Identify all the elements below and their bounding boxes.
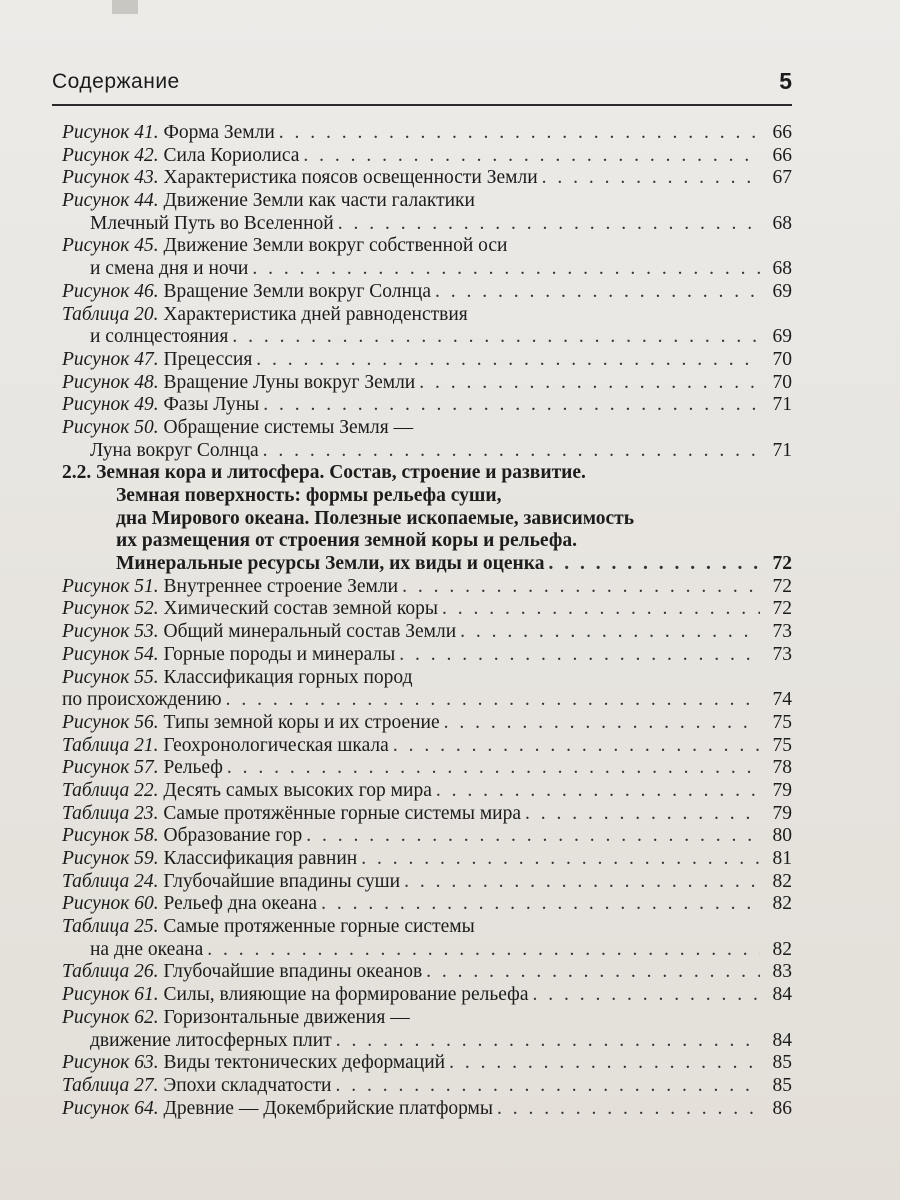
toc-entry-title: Самые протяженные горные системы: [163, 916, 475, 938]
toc-entry-label: 2.2.: [62, 462, 92, 484]
toc-entry-title: Сила Кориолиса: [163, 144, 300, 166]
toc-entry-title: Обращение системы Земля —: [163, 416, 414, 438]
dot-leader: [402, 576, 760, 599]
toc-page-number: 73: [772, 643, 792, 665]
toc-entry[interactable]: [62, 417, 792, 462]
toc-line: [62, 757, 792, 780]
toc-line: [62, 349, 792, 372]
toc-entry-label: Рисунок 48.: [62, 371, 159, 393]
toc-entry-title: и смена дня и ночи: [90, 258, 249, 280]
dot-leader: [449, 1052, 760, 1075]
toc-entry-title: Земная поверхность: формы рельефа суши,: [116, 485, 502, 506]
toc-line: [62, 258, 792, 281]
toc-line: [62, 576, 792, 599]
toc-page-number: 81: [772, 848, 792, 869]
toc-page-number: 70: [772, 348, 792, 370]
toc-entry-label: Рисунок 44.: [62, 190, 159, 212]
toc-line: [62, 916, 792, 939]
toc-line: [62, 167, 792, 190]
toc-entry-title: Типы земной коры и их строение: [163, 711, 440, 733]
dot-leader: [306, 825, 760, 848]
toc-entry-title: движение литосферных плит: [90, 1029, 332, 1051]
toc-line: [62, 667, 792, 690]
toc-page-number: 66: [772, 122, 792, 143]
toc-entry-title: Прецессия: [163, 348, 253, 370]
toc-line: [62, 598, 792, 621]
dot-leader: [393, 735, 760, 758]
toc-page-number: 82: [772, 938, 792, 960]
toc-entry-title: Земная кора и литосфера. Состав, строение и развитие.: [96, 462, 586, 484]
toc-entry-title: Движение Земли как части галактики: [163, 190, 475, 212]
toc-page-number: 72: [772, 598, 792, 620]
toc-entry[interactable]: [62, 349, 792, 372]
dot-leader: [336, 1030, 760, 1053]
toc-line: [62, 621, 792, 644]
toc-entry[interactable]: [62, 780, 792, 803]
toc-page-number: 72: [772, 575, 792, 597]
toc-line: [62, 1030, 792, 1053]
toc-entry[interactable]: [62, 1098, 792, 1121]
dot-leader: [444, 712, 760, 735]
toc-entry-title: Внутреннее строение Земли: [163, 575, 399, 597]
header-page-number: 5: [779, 68, 792, 94]
toc-line: [62, 304, 792, 327]
toc-entry-label: Рисунок 41.: [62, 122, 159, 143]
toc-entry-label: Рисунок 51.: [62, 575, 159, 597]
toc-entry-title: Геохронологическая шкала: [163, 734, 389, 756]
toc-page-number: 72: [772, 553, 792, 575]
toc-line: [62, 235, 792, 258]
toc-line: [62, 644, 792, 667]
dot-leader: [435, 281, 760, 304]
toc-page-number: 85: [772, 1074, 792, 1096]
toc-entry-title: Классификация равнин: [163, 848, 358, 869]
toc-entry[interactable]: [62, 712, 792, 735]
toc-line: [62, 190, 792, 213]
dot-leader: [460, 621, 760, 644]
toc-line: [62, 893, 792, 916]
toc-entry[interactable]: [62, 394, 792, 417]
toc-entry-label: Таблица 27.: [62, 1074, 159, 1096]
toc-entry[interactable]: [62, 372, 792, 395]
toc-entry-title: Образование гор: [163, 825, 303, 847]
toc-line: [62, 848, 792, 871]
toc-page-number: 86: [772, 1097, 792, 1119]
dot-leader: [263, 394, 760, 417]
toc-entry[interactable]: [62, 145, 792, 168]
toc-line: [62, 462, 792, 485]
toc-page-number: 80: [772, 825, 792, 847]
toc-line: [62, 372, 792, 395]
toc-line: [62, 961, 792, 984]
toc-entry[interactable]: [62, 735, 792, 758]
toc-line: [62, 145, 792, 168]
toc-entry[interactable]: [62, 621, 792, 644]
toc-entry-title: Минеральные ресурсы Земли, их виды и оценка: [116, 553, 545, 575]
toc-entry-title: Движение Земли вокруг собственной оси: [163, 235, 508, 257]
toc-page-number: 68: [772, 212, 792, 234]
dot-leader: [525, 803, 760, 826]
toc-entry-label: Рисунок 53.: [62, 621, 159, 643]
dot-leader: [436, 780, 760, 803]
toc-page-number: 66: [772, 144, 792, 166]
toc-page-number: 70: [772, 371, 792, 393]
toc-entry-label: Таблица 24.: [62, 870, 159, 892]
toc-entry[interactable]: [62, 304, 792, 349]
toc-page-number: 84: [772, 984, 792, 1006]
toc-entry[interactable]: [62, 644, 792, 667]
toc-entry-label: Таблица 20.: [62, 303, 159, 325]
toc-entry-label: Рисунок 45.: [62, 235, 159, 257]
toc-entry-label: Таблица 22.: [62, 779, 159, 801]
toc-entry-label: Рисунок 46.: [62, 280, 159, 302]
toc-entry[interactable]: [62, 235, 792, 280]
toc-entry-title: Млечный Путь во Вселенной: [90, 212, 334, 234]
toc-page-number: 79: [772, 779, 792, 801]
toc-line: [62, 780, 792, 803]
table-of-contents: [62, 122, 792, 1120]
toc-entry[interactable]: [62, 984, 792, 1007]
dot-leader: [279, 122, 760, 145]
toc-entry-label: Таблица 26.: [62, 961, 159, 983]
toc-entry-label: Таблица 23.: [62, 802, 159, 824]
toc-entry[interactable]: [62, 190, 792, 235]
toc-entry-title: Силы, влияющие на формирование рельефа: [163, 984, 529, 1006]
toc-entry-label: Рисунок 63.: [62, 1052, 159, 1074]
toc-entry-title: Глубочайшие впадины океанов: [163, 961, 423, 983]
dot-leader: [532, 984, 760, 1007]
dot-leader: [419, 372, 760, 395]
toc-entry[interactable]: [62, 1052, 792, 1075]
toc-entry-title: Химический состав земной коры: [163, 598, 438, 620]
header-title: Содержание: [52, 70, 180, 93]
toc-line: [62, 1098, 792, 1121]
dot-leader: [426, 961, 760, 984]
page-tab-mark: [112, 0, 138, 14]
toc-line: [62, 735, 792, 758]
toc-entry-title: Характеристика поясов освещенности Земли: [163, 167, 538, 189]
toc-page-number: 78: [772, 757, 792, 779]
toc-line: [62, 213, 792, 236]
toc-page-number: 68: [772, 258, 792, 280]
toc-entry-label: Рисунок 64.: [62, 1097, 159, 1119]
toc-line: [62, 1052, 792, 1075]
dot-leader: [548, 553, 760, 576]
toc-line: [62, 417, 792, 440]
toc-page-number: 75: [772, 734, 792, 756]
toc-line: [62, 394, 792, 417]
toc-entry[interactable]: [62, 1007, 792, 1052]
toc-line: [62, 281, 792, 304]
toc-entry[interactable]: [62, 803, 792, 826]
toc-line: [62, 508, 792, 531]
dot-leader: [497, 1098, 760, 1121]
toc-entry-label: Рисунок 60.: [62, 893, 159, 915]
toc-entry-title: Горизонтальные движения —: [163, 1006, 410, 1028]
dot-leader: [207, 939, 760, 962]
toc-entry-label: Рисунок 59.: [62, 848, 159, 869]
toc-line: [62, 871, 792, 894]
toc-line: [62, 530, 792, 553]
toc-entry-label: Рисунок 50.: [62, 416, 159, 438]
toc-entry-title: Вращение Луны вокруг Земли: [163, 371, 416, 393]
toc-page-number: 79: [772, 802, 792, 824]
toc-line: [62, 939, 792, 962]
toc-entry[interactable]: [62, 281, 792, 304]
toc-line: [62, 803, 792, 826]
toc-page-number: 71: [772, 394, 792, 416]
toc-page-number: 71: [772, 439, 792, 461]
dot-leader: [542, 167, 760, 190]
dot-leader: [263, 440, 760, 463]
toc-entry-label: Рисунок 56.: [62, 711, 159, 733]
toc-entry-title: Вращение Земли вокруг Солнца: [163, 280, 431, 302]
dot-leader: [361, 848, 760, 871]
dot-leader: [252, 258, 760, 281]
toc-page-number: 69: [772, 326, 792, 348]
dot-leader: [404, 871, 760, 894]
toc-entry[interactable]: [62, 167, 792, 190]
toc-entry-label: Рисунок 52.: [62, 598, 159, 620]
toc-entry-label: Таблица 25.: [62, 916, 159, 938]
toc-entry[interactable]: [62, 916, 792, 961]
toc-entry-title: Фазы Луны: [163, 394, 260, 416]
toc-line: [62, 326, 792, 349]
toc-line: [62, 689, 792, 712]
toc-entry-title: Классификация горных пород: [163, 666, 413, 688]
toc-line: [62, 1007, 792, 1030]
toc-entry-title: Рельеф дна океана: [163, 893, 318, 915]
toc-entry-title: Глубочайшие впадины суши: [163, 870, 401, 892]
toc-entry[interactable]: [62, 825, 792, 848]
dot-leader: [226, 689, 760, 712]
toc-entry[interactable]: [62, 667, 792, 712]
dot-leader: [227, 757, 760, 780]
toc-entry[interactable]: [62, 576, 792, 599]
toc-entry-title: Форма Земли: [163, 122, 275, 143]
toc-entry-title: на дне океана: [90, 938, 204, 960]
toc-entry[interactable]: [62, 893, 792, 916]
toc-entry-title: Общий минеральный состав Земли: [163, 621, 457, 643]
toc-entry[interactable]: [62, 961, 792, 984]
toc-line: [62, 712, 792, 735]
toc-entry[interactable]: [62, 871, 792, 894]
toc-entry-label: Рисунок 62.: [62, 1006, 159, 1028]
dot-leader: [232, 326, 760, 349]
toc-section-entry[interactable]: [62, 462, 792, 575]
toc-entry-label: Рисунок 43.: [62, 167, 159, 189]
toc-page-number: 84: [772, 1029, 792, 1051]
toc-entry-title: Десять самых высоких гор мира: [163, 779, 432, 801]
toc-entry-title: дна Мирового океана. Полезные ископаемые, зависимость: [116, 507, 635, 529]
toc-entry-title: Горные породы и минералы: [163, 643, 396, 665]
toc-page-number: 67: [772, 167, 792, 189]
toc-entry[interactable]: [62, 1075, 792, 1098]
toc-entry-title: Виды тектонических деформаций: [163, 1052, 446, 1074]
dot-leader: [256, 349, 760, 372]
dot-leader: [321, 893, 760, 916]
toc-entry-title: и солнцестояния: [90, 326, 229, 348]
toc-page-number: 73: [772, 621, 792, 643]
toc-page-number: 82: [772, 893, 792, 915]
toc-entry-label: Рисунок 42.: [62, 144, 159, 166]
toc-page-number: 85: [772, 1052, 792, 1074]
dot-leader: [303, 145, 760, 168]
toc-entry[interactable]: [62, 848, 792, 871]
toc-entry-label: Рисунок 54.: [62, 643, 159, 665]
toc-line: [62, 984, 792, 1007]
toc-page-number: 83: [772, 961, 792, 983]
dot-leader: [338, 213, 760, 236]
toc-entry-title: их размещения от строения земной коры и рельефа.: [116, 530, 577, 552]
toc-entry-label: Рисунок 58.: [62, 825, 159, 847]
running-header: [52, 70, 792, 106]
toc-entry-label: Рисунок 61.: [62, 984, 159, 1006]
toc-entry-label: Рисунок 57.: [62, 757, 159, 779]
toc-line: [62, 440, 792, 463]
toc-page-number: 82: [772, 870, 792, 892]
toc-entry-title: Характеристика дней равноденствия: [163, 303, 468, 325]
toc-entry-label: Рисунок 55.: [62, 666, 159, 688]
dot-leader: [399, 644, 760, 667]
toc-page-number: 74: [772, 689, 792, 711]
dot-leader: [335, 1075, 760, 1098]
toc-entry-label: Таблица 21.: [62, 734, 159, 756]
toc-line: [62, 485, 792, 508]
toc-line: [62, 122, 792, 145]
toc-entry-label: Рисунок 49.: [62, 394, 159, 416]
toc-entry[interactable]: [62, 598, 792, 621]
toc-entry[interactable]: [62, 757, 792, 780]
toc-line: [62, 553, 792, 576]
toc-entry-title: Луна вокруг Солнца: [90, 439, 259, 461]
toc-entry-label: Рисунок 47.: [62, 348, 159, 370]
toc-page-number: 69: [772, 280, 792, 302]
toc-line: [62, 825, 792, 848]
toc-entry-title: Древние — Докембрийские платформы: [163, 1097, 493, 1119]
toc-page-number: 75: [772, 711, 792, 733]
dot-leader: [442, 598, 760, 621]
toc-line: [62, 1075, 792, 1098]
toc-entry-title: Эпохи складчатости: [163, 1074, 332, 1096]
toc-entry-title: по происхождению: [62, 689, 222, 711]
toc-entry[interactable]: [62, 122, 792, 145]
toc-entry-title: Рельеф: [163, 757, 223, 779]
toc-entry-title: Самые протяжённые горные системы мира: [163, 802, 522, 824]
